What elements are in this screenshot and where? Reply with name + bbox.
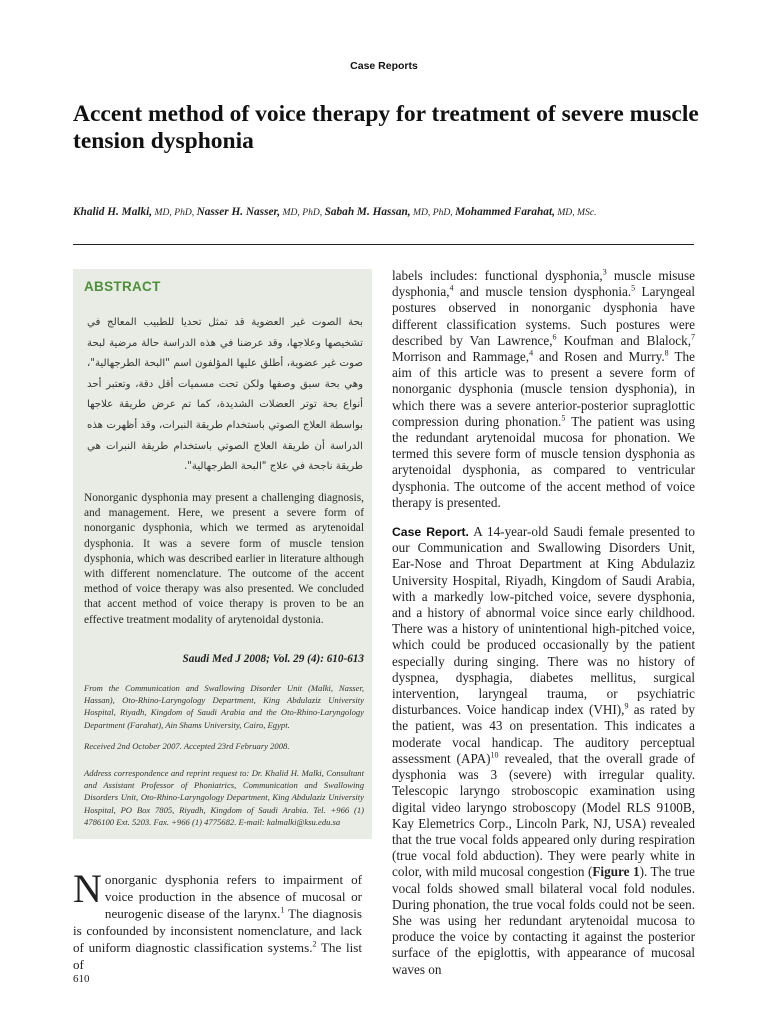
author-degrees: MD, PhD, [152, 207, 197, 218]
ref-superscript: 4 [449, 283, 454, 293]
body-text: as rated by the patient, was 43 on presentation. This indicates a moderate vocal handicap. The auditory perceptual assessment (APA) [392, 702, 695, 766]
figure-reference[interactable]: Figure 1 [592, 864, 640, 880]
author-name: Sabah M. Hassan, [324, 206, 411, 218]
ref-superscript: 5 [631, 283, 636, 293]
body-text: The aim of this article was to present a severe form of nonorganic dysphonia (muscle tension dysphonia), in which there was a severe anterior-posterior supraglottic compression during phonation. [392, 349, 695, 429]
article-title: Accent method of voice therapy for treatment of severe muscle tension dysphonia [73, 101, 699, 154]
ref-superscript: 5 [561, 413, 566, 423]
abstract-heading: ABSTRACT [84, 279, 161, 294]
ref-superscript: 4 [529, 348, 534, 358]
english-abstract: Nonorganic dysphonia may present a challenging diagnosis, and management. Here, we present a severe form of nonorganic dysphonia, which we termed as arytenoidal dysphonia. It was a severe form of muscle tension dysphonia, which was described earlier in literature although with different nomenclature. The outcome of the accent method of voice therapy was also presented. We concluded that accent method of voice therapy is proven to be an effective treatment modality of arytenoidal dystonia. [84, 492, 364, 626]
drop-cap: N [73, 866, 102, 911]
section-label: Case Reports [350, 60, 418, 72]
author-degrees: MD, PhD, [410, 207, 456, 218]
correspondence-address: Address correspondence and reprint request to: Dr. Khalid H. Malki, Consultant and Assistant Professor of Phoniatrics, Communication and Swallowing Disorders Unit, Oto-Rhino-Laryngology Department, King Abdulaziz University Hospital, PO Box 7805, Riyadh, Kingdom of Saudi Arabia. Tel. +966 (1) 4786100 Ext. 5203. Fax. +966 (1) 4775682. E-mail: kalmalki@ksu.edu.sa [84, 768, 364, 827]
ref-superscript: 2 [312, 939, 317, 949]
journal-citation: Saudi Med J 2008; Vol. 29 (4): 610-613 [182, 653, 364, 665]
body-text: and muscle tension dysphonia. [453, 284, 632, 300]
intro-text: onorganic dysphonia refers to impairment of voice production in the absence of mucosal or neurogenic disease of the larynx. [104, 872, 362, 921]
right-column [392, 268, 695, 978]
arabic-abstract: بحة الصوت غير العضوية قد تمثل تحديا للطبيب المعالج في تشخيصها وعلاجها، وقد عرضنا في هذه الدراسة حالة مرضية لبحة صوت غير عضوية، أطلق عليها المؤلفون اسم "البحة الطرجهالية"، وهي بحة سبق وصفها ولكن تحت مسميات أقل دقة، وتعتبر أحد أنواع بحة توتر العضلات الشديدة، كما تم عرض طريقة علاجها بواسطة العلاج الصوتي باستخدام طريقة النبرات، وقد أظهرت هذه الدراسة أن طريقة العلاج الصوتي باستخدام طريقة النبرات هي طريقة ناجحة في علاج "البحة الطرجهالية". [87, 317, 363, 473]
header-divider [73, 244, 694, 245]
author-name: Mohammed Farahat, [455, 206, 555, 218]
affiliation-note: From the Communication and Swallowing Disorder Unit (Malki, Nasser, Hassan), Oto-Rhino-Laryngology Department, King Abdulaziz University Hospital, Riyadh, Kingdom of Saudi Arabia and the Oto-Rhino-Laryngology Department (Farahat), Ain Shams University, Cairo, Egypt. [84, 683, 364, 730]
author-line [73, 206, 713, 218]
author-degrees: MD, PhD, [280, 207, 325, 218]
page-number: 610 [73, 973, 90, 985]
body-text: Morrison and Rammage, [392, 349, 530, 365]
ref-superscript: 6 [552, 332, 557, 342]
case-report-paragraph [392, 524, 695, 978]
body-text: revealed, that the overall grade of dysphonia was 3 (severe) with irregular quality. Telescopic laryngo stroboscopic examination using digital video laryngo stroboscopy (Model RLS 9100B, Kay Elemetrics Corp., Lincoln Park, NJ, USA) revealed that the true vocal folds appeared only during respiration (true vocal fold abduction). They were pearly white in color, with mild mucosal congestion ( [392, 750, 695, 880]
body-text: ). The true vocal folds showed small bilateral vocal fold nodules. During phonation, the true vocal folds could not be seen. She was using her redundant arytenoidal mucosa to produce the voice by contacting it against the posterior surface of the epiglottis, with appearance of mucosal waves on [392, 864, 695, 977]
author-name: Khalid H. Malki, [73, 206, 153, 218]
body-text: The patient was using the redundant arytenoidal mucosa for phonation. We termed this severe form of muscle tension dysphonia as arytenoidal dysphonia, as compared to ventricular dysphonia. The outcome of the accent method of voice therapy is presented. [392, 413, 695, 510]
ref-superscript: 7 [691, 332, 695, 342]
body-text: and Rosen and Murry. [533, 349, 665, 365]
ref-superscript: 3 [602, 267, 607, 277]
body-text: labels includes: functional dysphonia, [392, 268, 603, 283]
ref-superscript: 1 [280, 905, 285, 915]
abstract-box [73, 269, 372, 839]
ref-superscript: 9 [624, 701, 629, 711]
ref-superscript: 8 [664, 348, 669, 358]
intro-paragraph [73, 866, 362, 973]
received-date: Received 2nd October 2007. Accepted 23rd February 2008. [84, 741, 290, 751]
body-text: A 14-year-old Saudi female presented to our Communication and Swallowing Disorders Unit, Ear-Nose and Throat Department at King Abdulaziz University Hospital, Riyadh, Kingdom of Saudi Arabia, with a markedly low-pitched voice, severe dysphonia, and a history of abnormal voice since early childhood. There was a history of unintentional high-pitched voice, which could be produced occasionally by the patient especially during singing. There was no history of dyspnea, dysphagia, diabetes mellitus, surgical intervention, laryngeal trauma, or psychiatric disturbances. Voice handicap index (VHI), [392, 524, 696, 718]
body-paragraph [392, 268, 695, 511]
ref-superscript: 10 [490, 750, 499, 760]
case-report-heading: Case Report. [392, 525, 469, 540]
body-text: muscle misuse dysphonia, [392, 268, 695, 300]
body-text: Koufman and Blalock, [556, 332, 691, 348]
author-name: Nasser H. Nasser, [196, 206, 281, 218]
intro-text: The list of [73, 940, 362, 972]
body-text: Laryngeal postures observed in nonorganic dysphonia have different classification systems. Such postures were described by Van Lawrence, [392, 284, 695, 348]
intro-text: The diagnosis is confounded by inconsistent nomenclature, and lack of uniform diagnostic classification systems. [73, 906, 362, 955]
author-degrees: MD, MSc. [554, 207, 597, 218]
